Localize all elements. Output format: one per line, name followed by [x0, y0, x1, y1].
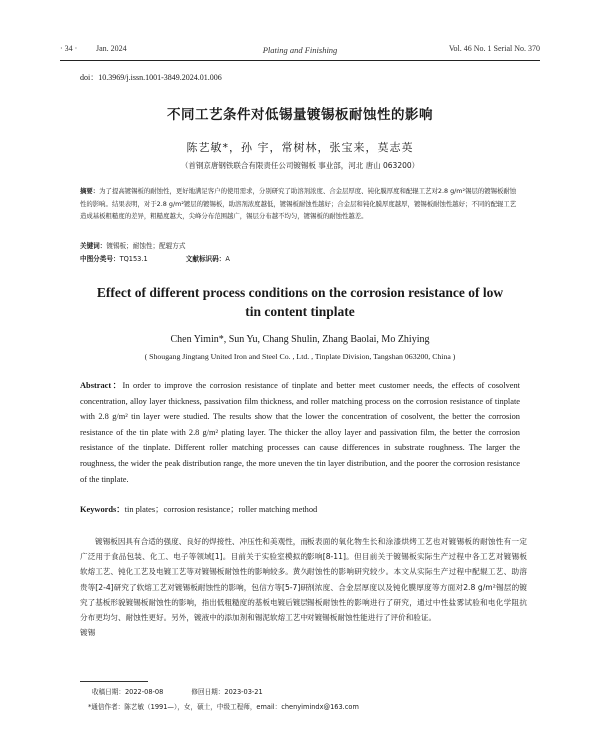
english-keywords-label: Keywords：: [80, 505, 125, 514]
english-title: Effect of different process conditions on the corrosion resistance of low tin content tinplate: [96, 285, 504, 319]
body-column-left: [80, 534, 308, 640]
english-abstract: [80, 378, 520, 487]
footnote-dates: [92, 686, 289, 696]
journal-name: Plating and Finishing: [262, 45, 338, 55]
english-affiliation: ( Shougang Jingtang United Iron and Steel Co. , Ltd. , Tinplate Division, Tangshan 063200, China ): [144, 352, 456, 361]
chinese-keywords: [80, 240, 186, 250]
chinese-keywords-text: 镀锡板；耐蚀性；配辊方式: [106, 242, 186, 250]
classification-line: [80, 253, 266, 263]
volume-info: Vol. 46 No. 1 Serial No. 370: [448, 44, 540, 53]
english-keywords-text: tin plates；corrosion resistance；roller matching method: [124, 505, 318, 514]
body-column-right: [307, 534, 527, 625]
body-paragraph-right: 板表面的氧化物生长和涂漆烘烤工艺也对镀锡板的耐蚀性有一定影响[8-11]。但目前关于镀锡板实际生产过程中各工艺对镀锡板耐蚀性的影响研究较少。本文从实际生产过程中配辊工艺、助溶剂浓度、合金层厚度以及钝化膜厚度等方面对2.8 g/m²锡层的镀锡板耐蚀性的影响进行了研究，通过中性盐雾试验和电化学阻抗对镀锡板耐蚀性能进行了评价和验证。: [307, 537, 527, 623]
header-rule: [60, 60, 540, 61]
chinese-keywords-label: 关键词：: [80, 242, 107, 250]
chinese-title: 不同工艺条件对低锡量镀锡板耐蚀性的影响: [167, 107, 433, 123]
body-paragraph-left: 镀锡板因具有合适的强度、良好的焊接性、冲压性和美观性，而广泛用于食品包装、化工、电子等领域[1]。目前关于实验室模拟的软熔工艺、钝化工艺及电镀工艺等对镀锡板耐蚀性的影响较多。黄久贵等[2-4]研究了软熔工艺对镀锡板耐蚀性的影响，包信方等[5-7]研究了基板形貌镀锡板耐蚀性的影响，指出低粗糙度的基板电镀后镀层分布更均匀、耐蚀性更好。另外，镀液中的添加剂和锡泥软熔工艺中镀锡: [80, 537, 308, 638]
chinese-abstract: [80, 185, 520, 223]
doc-code: A: [225, 255, 230, 263]
chinese-affiliation: （首钢京唐钢铁联合有限责任公司镀锡板 事业部，河北 唐山 063200）: [180, 161, 420, 170]
english-authors: Chen Yimin*, Sun Yu, Chang Shulin, Zhang Baolai, Mo Zhiying: [170, 334, 430, 345]
class-label: 中图分类号：: [80, 255, 120, 263]
page-number: · 34 ·: [60, 44, 78, 53]
english-abstract-text: In order to improve the corrosion resistance of tinplate and better meet customer needs, the effects of cosolvent concentration, alloy layer thickness, passivation film thickness, and roller matching process on the corrosion resistance of tinplate with 2.8 g/m² tin layer were studied. The results show that the lower the concentration of cosolvent, the better the corrosion resistance of the tin plate with 2.8 g/m² plating layer. The thicker the alloy layer and passivation film, the better the corrosion resistance of the tinplate. Different roller matching processes can cause differences in substrate roughness. The larger the roughness, the wider the peak distribution range, the more uneven the tin layer distribution, and the poorer the corrosion resistance of the tinplate.: [80, 381, 520, 484]
footnote-author: *通信作者：陈艺敏（1991—），女，硕士，中级工程师，email：chenyimindx@163.com: [88, 703, 359, 711]
running-header: [60, 44, 540, 58]
english-abstract-label: Abstract：: [80, 381, 123, 390]
chinese-authors: 陈艺敏*，孙 宇，常树林，张宝来，莫志英: [186, 141, 414, 154]
issue-date: Jan. 2024: [96, 44, 127, 53]
received-date: 收稿日期：2022-08-08: [92, 688, 164, 696]
revised-date: 修回日期：2023-03-21: [191, 688, 263, 696]
chinese-abstract-label: 摘要：: [80, 187, 100, 195]
doc-code-label: 文献标识码：: [185, 255, 226, 263]
class-number: TQ153.1: [119, 255, 148, 263]
chinese-abstract-text: 为了提高镀锡板的耐蚀性，更好地满足客户的使用需求，分别研究了助溶剂浓度、合金层厚度、钝化膜厚度和配辊工艺对2.8 g/m²锡层的镀锡板耐蚀性的影响。结果表明，对于2.8 g/m²镀层的镀锡板，助溶剂浓度越低，镀锡板耐蚀性越好；合金层和钝化膜厚度越厚，镀锡板耐蚀性越好；不同的配辊工艺造成基板粗糙度的差异，粗糙度越大，尖峰分布范围越广，锡层分布越不均匀，镀锡板的耐蚀性越差。: [80, 187, 517, 220]
doi[interactable]: doi：10.3969/j.issn.1001-3849.2024.01.006: [80, 73, 222, 82]
footnote-rule: [80, 681, 148, 682]
english-keywords: [80, 503, 520, 515]
